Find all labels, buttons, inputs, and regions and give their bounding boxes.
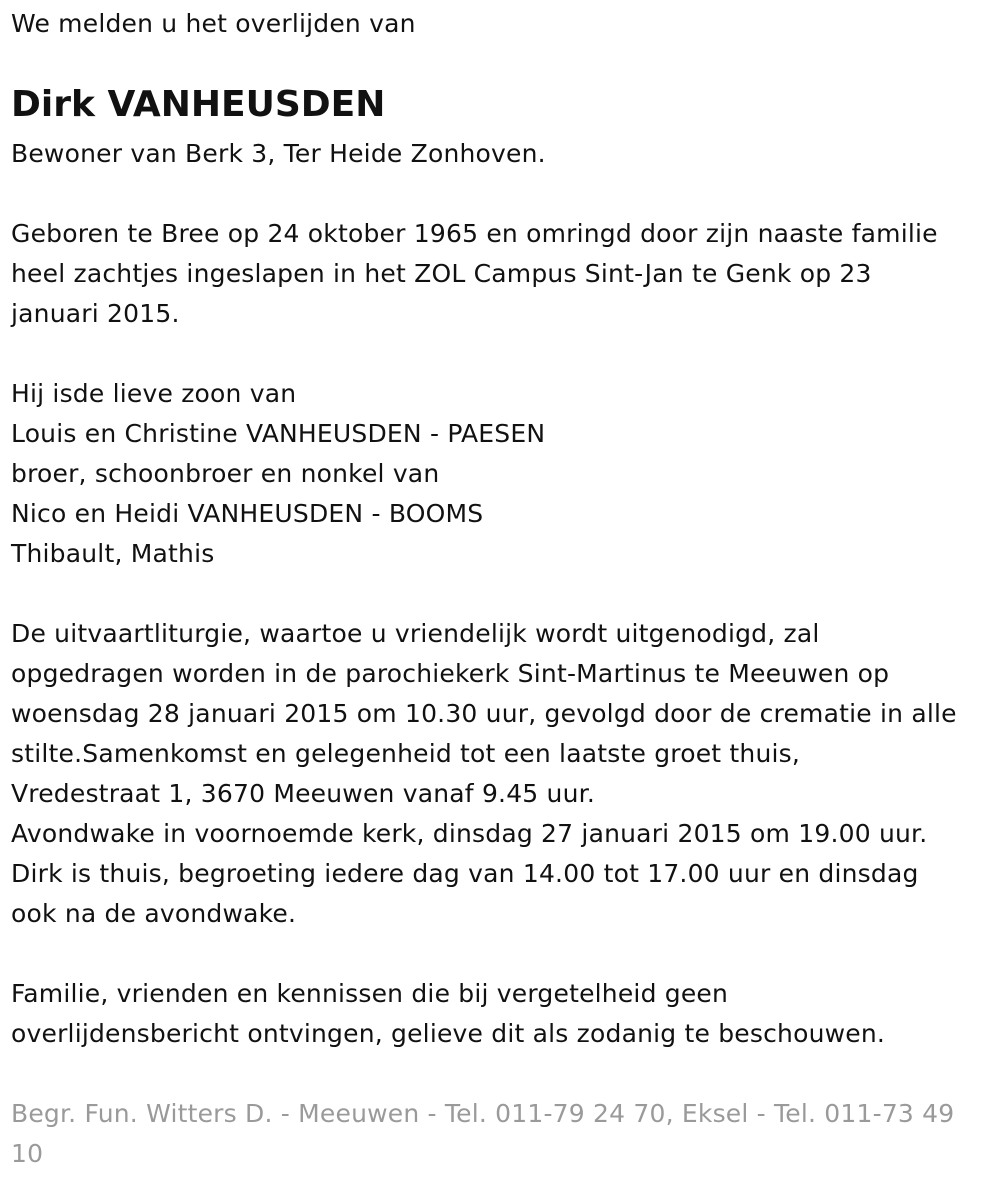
paragraph-line: Hij isde lieve zoon van bbox=[11, 379, 297, 408]
residence-text: Bewoner van Berk 3, Ter Heide Zonhoven. bbox=[11, 139, 546, 168]
paragraph-line: heel zachtjes ingeslapen in het ZOL Campus Sint-Jan te Genk op 23 bbox=[11, 259, 872, 288]
paragraph-line: broer, schoonbroer en nonkel van bbox=[11, 459, 440, 488]
paragraph-line: Geboren te Bree op 24 oktober 1965 en omringd door zijn naaste familie bbox=[11, 219, 938, 248]
undertaker-line: Begr. Fun. Witters D. - Meeuwen - Tel. 011-79 24 70, Eksel - Tel. 011-73 49 bbox=[11, 1099, 955, 1128]
paragraph-line: opgedragen worden in de parochiekerk Sint-Martinus te Meeuwen op bbox=[11, 659, 890, 688]
paragraph-line: januari 2015. bbox=[11, 299, 180, 328]
paragraph-line: Avondwake in voornoemde kerk, dinsdag 27 januari 2015 om 19.00 uur. bbox=[11, 819, 928, 848]
paragraph-line: Nico en Heidi VANHEUSDEN - BOOMS bbox=[11, 499, 484, 528]
deceased-name: Dirk VANHEUSDEN bbox=[11, 84, 386, 125]
paragraph-line: woensdag 28 januari 2015 om 10.30 uur, gevolgd door de crematie in alle bbox=[11, 699, 957, 728]
undertaker-line: 10 bbox=[11, 1139, 44, 1168]
paragraph-line: stilte.Samenkomst en gelegenheid tot een laatste groet thuis, bbox=[11, 739, 801, 768]
paragraph-line: Louis en Christine VANHEUSDEN - PAESEN bbox=[11, 419, 546, 448]
paragraph-line: ook na de avondwake. bbox=[11, 899, 297, 928]
paragraph-line: overlijdensbericht ontvingen, gelieve dit als zodanig te beschouwen. bbox=[11, 1019, 886, 1048]
paragraph-line: Thibault, Mathis bbox=[11, 539, 215, 568]
intro-text: We melden u het overlijden van bbox=[11, 9, 416, 38]
paragraph-line: De uitvaartliturgie, waartoe u vriendelijk wordt uitgenodigd, zal bbox=[11, 619, 820, 648]
paragraph-line: Dirk is thuis, begroeting iedere dag van 14.00 tot 17.00 uur en dinsdag bbox=[11, 859, 919, 888]
paragraph-line: Vredestraat 1, 3670 Meeuwen vanaf 9.45 uur. bbox=[11, 779, 595, 808]
paragraph-line: Familie, vrienden en kennissen die bij vergetelheid geen bbox=[11, 979, 729, 1008]
